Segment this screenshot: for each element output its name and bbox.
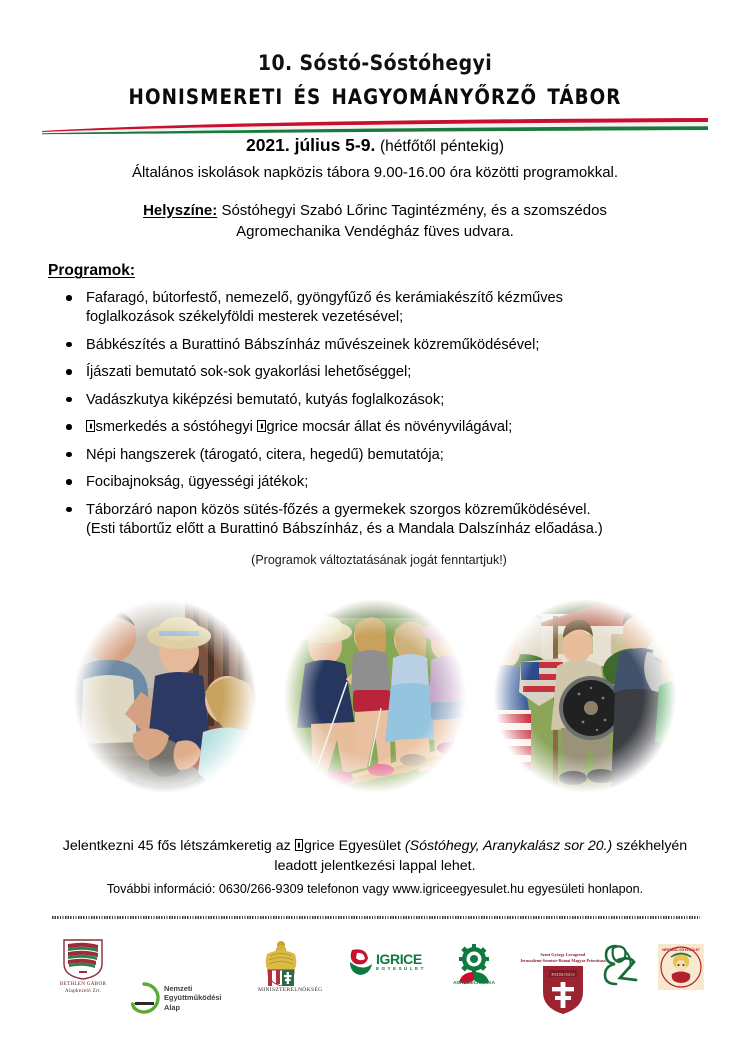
photo-strip <box>0 596 750 811</box>
program-item-line-1: Népi hangszerek (tárogató, citera, hegedű) bemutatója; <box>86 446 444 463</box>
logo-miniszterelnokseg-caption: MINISZTERELNÖKSÉG <box>258 987 323 993</box>
logo-nea-line-1: Nemzeti <box>164 983 193 993</box>
venue-first-row <box>58 200 692 221</box>
registration-footer <box>0 836 750 898</box>
poster-subtitle-number: 10. Sóstó-Sóstóhegyi <box>257 51 493 75</box>
bullet-icon <box>66 369 72 375</box>
bullet-icon <box>66 507 72 513</box>
programs-heading: Programok: <box>48 262 135 280</box>
children-medieval-costume-photo <box>487 596 683 796</box>
registration-line-1 <box>46 836 704 856</box>
bullet-icon <box>66 424 72 430</box>
program-item-line-1: Fafaragó, bútorfestő, nemezelő, gyöngyfűző és kerámiakészítő kézműves <box>86 290 563 307</box>
program-item <box>48 336 710 355</box>
registration-text-c: székhelyén <box>612 838 688 854</box>
logo-nea-line-3: Alap <box>164 1002 181 1012</box>
logo-igrice-egyesulet <box>348 946 424 976</box>
svg-text:PATRONUS: PATRONUS <box>551 972 575 978</box>
program-item <box>48 473 710 492</box>
venue-label: Helyszíne: <box>143 201 218 219</box>
bullet-icon <box>66 397 72 403</box>
logo-agromechanika <box>452 942 496 986</box>
event-date-weekdays: (hétfőtől péntekig) <box>379 137 505 155</box>
logo-nemzeti-egyuttmukodesi-alap <box>128 982 222 1014</box>
program-item-line-2: foglalkozások székelyföldi mesterek vezetésével; <box>86 309 404 326</box>
missing-glyph-box-icon <box>295 839 304 851</box>
svg-text:NÉPTÁNC EGYESÜLET: NÉPTÁNC EGYESÜLET <box>662 948 700 952</box>
hungarian-tricolor-divider <box>40 117 710 139</box>
bullet-icon <box>66 295 72 301</box>
logo-bethlen-gabor <box>58 938 108 994</box>
program-item-text-post: grice mocsár állat és növényvilágával; <box>266 419 513 436</box>
logo-agromechanika-word: AGROMECHANIKA <box>453 980 495 985</box>
children-balance-beam-game-photo <box>277 596 473 796</box>
missing-glyph-box-icon <box>257 420 266 432</box>
program-item-line-1: Táborzáró napon közös sütés-főzés a gyermekek szorgos közreműködésével. <box>86 501 591 518</box>
bullet-icon <box>66 452 72 458</box>
program-item <box>48 501 710 539</box>
missing-glyph-box-icon <box>86 420 95 432</box>
logo-caption-line-1: BETHLEN GÁBOR <box>59 981 107 987</box>
venue-block <box>0 200 750 243</box>
program-item <box>48 363 710 382</box>
pottery-workshop-photo <box>67 596 263 796</box>
program-item-line-1: Focibajnokság, ügyességi játékok; <box>86 474 309 491</box>
footer-divider <box>52 916 700 919</box>
program-item <box>48 446 710 465</box>
contact-info-line: További információ: 0630/266-9309 telefonon vagy www.igriceegyesulet.hu egyesületi honlapon. <box>106 882 644 897</box>
logo-nea-text <box>164 984 222 1012</box>
registration-address: (Sóstóhegy, Aranykalász sor 20.) <box>404 838 613 854</box>
program-item <box>48 418 710 437</box>
program-item-line-1: Vadászkutya kiképzési bemutató, kutyás foglalkozások; <box>86 391 445 408</box>
bullet-icon <box>66 342 72 348</box>
event-meta <box>0 134 750 183</box>
logo-lovagrend-line-2: Jeruzsálemi-Szentsír-Római Magyar Priorátusa <box>520 957 606 963</box>
registration-text-a: Jelentkezni 45 fős létszámkeretig az <box>62 838 295 854</box>
programs-block <box>0 262 750 566</box>
poster-title: honismereti és hagyományőrző tábor <box>128 77 622 113</box>
program-item <box>48 289 710 327</box>
title-block <box>0 0 750 112</box>
programs-disclaimer: (Programok változtatásának jogát fenntartjuk!) <box>251 552 507 567</box>
logo-jz-monogram <box>600 942 640 986</box>
logo-bethlen-gabor-caption <box>58 981 108 994</box>
program-item-line-2: (Esti tábortűz előtt a Burattinó Bábszínház, és a Mandala Dalszínház előadása.) <box>86 520 603 537</box>
bullet-icon <box>66 479 72 485</box>
venue-line-1: Sóstóhegyi Szabó Lőrinc Tagintézmény, és a szomszédos <box>221 201 607 219</box>
program-item-line-1: Íjászati bemutató sok-sok gyakorlási lehetőséggel; <box>86 364 412 381</box>
programs-list <box>48 289 710 538</box>
logo-lovagrend-text <box>520 952 606 963</box>
event-date: 2021. július 5-9. <box>245 134 376 155</box>
logo-nea-line-2: Együttműködési <box>164 993 222 1003</box>
registration-text-b: grice Egyesület <box>303 838 405 854</box>
program-item-line-1: Bábkészítés a Burattinó Bábszínház művészeinek közreműködésével; <box>86 336 540 353</box>
logo-miniszterelnokseg <box>258 938 322 993</box>
logo-caption-line-2: Alapkezelő Zrt. <box>64 987 102 994</box>
logo-neptanc-egyesulet <box>658 944 704 990</box>
venue-line-2: Agromechanika Vendégház füves udvara. <box>236 223 514 241</box>
logo-szent-gyorgy-lovagrend <box>520 952 606 1016</box>
logo-igrice-word: IGRICE <box>376 950 422 967</box>
event-subtitle: Általános iskolások napközis tábora 9.00-16.00 óra közötti programokkal. <box>131 163 619 181</box>
program-item-text-mid: smerkedés a sóstóhegyi <box>95 419 257 436</box>
logo-igrice-sub: E G Y E S Ü L E T <box>376 965 424 971</box>
sponsor-logo-row <box>0 930 750 1050</box>
logo-lovagrend-line-1: Szent György Lovagrend <box>540 952 586 957</box>
program-item <box>48 391 710 410</box>
registration-line-2: leadott jelentkezési lappal lehet. <box>274 858 476 875</box>
